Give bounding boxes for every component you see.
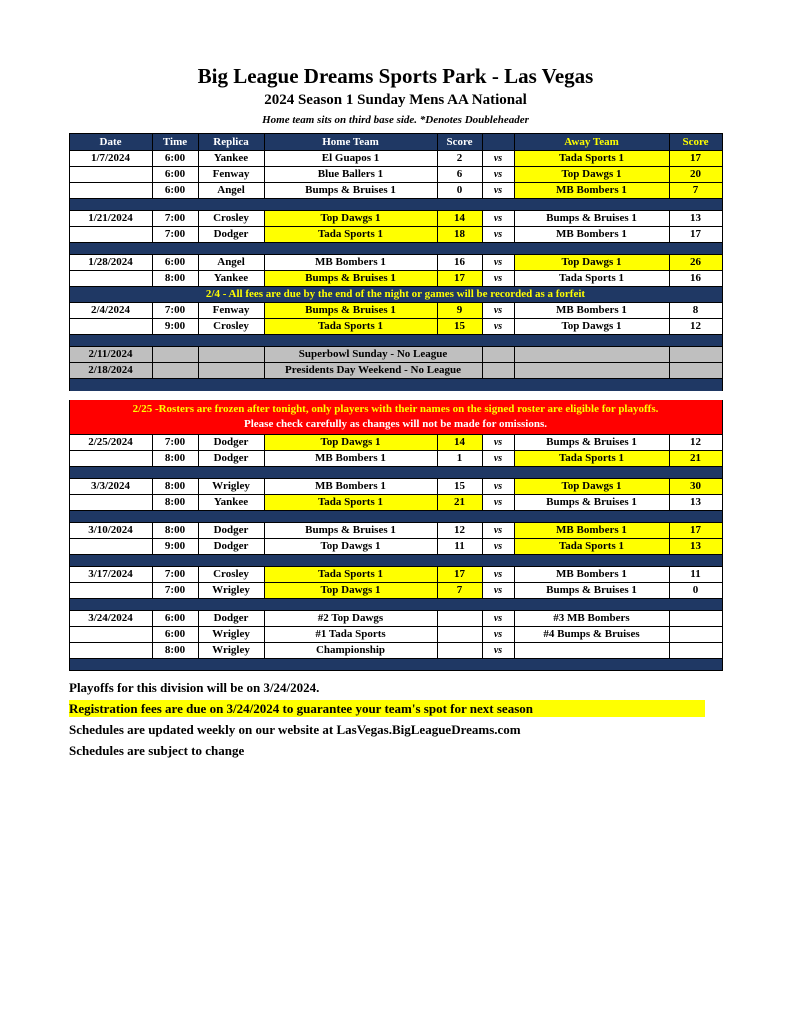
home-team-note: Home team sits on third base side. *Denotes Doubleheader — [262, 114, 529, 126]
replica-cell: Angel — [198, 183, 264, 199]
time-cell: 6:00 — [152, 626, 198, 642]
replica-cell: Crosley — [198, 566, 264, 582]
page-title: Big League Dreams Sports Park - Las Vegas — [197, 64, 594, 88]
separator-row — [69, 243, 722, 255]
time-cell: 6:00 — [152, 167, 198, 183]
replica-cell: Wrigley — [198, 642, 264, 658]
separator-row — [69, 510, 722, 522]
game-row — [69, 450, 722, 466]
time-cell: 7:00 — [152, 211, 198, 227]
separator-bar — [69, 658, 722, 670]
separator-bar — [69, 598, 722, 610]
game-row — [69, 151, 722, 167]
vs-cell: vs — [482, 522, 514, 538]
date-cell: 2/11/2024 — [69, 347, 152, 363]
vs-cell: vs — [482, 582, 514, 598]
away-score-cell: 17 — [669, 151, 722, 167]
date-cell — [69, 582, 152, 598]
away-team-cell: Tada Sports 1 — [514, 538, 669, 554]
time-cell: 8:00 — [152, 478, 198, 494]
home-team-cell: Top Dawgs 1 — [264, 434, 437, 450]
away-score-cell: 13 — [669, 211, 722, 227]
separator-row — [69, 554, 722, 566]
game-row — [69, 642, 722, 658]
column-header-score: Score — [437, 134, 482, 151]
away-score-cell: 7 — [669, 183, 722, 199]
date-cell: 2/18/2024 — [69, 363, 152, 379]
date-cell: 3/24/2024 — [69, 610, 152, 626]
home-team-cell: Top Dawgs 1 — [264, 538, 437, 554]
time-cell: 9:00 — [152, 319, 198, 335]
time-cell: 7:00 — [152, 582, 198, 598]
separator-row — [69, 379, 722, 391]
time-cell: 8:00 — [152, 522, 198, 538]
vs-cell: vs — [482, 450, 514, 466]
time-cell: 6:00 — [152, 610, 198, 626]
separator-bar — [69, 199, 722, 211]
away-team-cell: Top Dawgs 1 — [514, 478, 669, 494]
time-cell: 6:00 — [152, 255, 198, 271]
replica-cell: Dodger — [198, 450, 264, 466]
time-cell: 8:00 — [152, 450, 198, 466]
column-header-score: Score — [669, 134, 722, 151]
roster-freeze-alert-cell — [69, 400, 722, 435]
vs-cell: vs — [482, 610, 514, 626]
vs-cell: vs — [482, 211, 514, 227]
home-team-cell: Tada Sports 1 — [264, 566, 437, 582]
game-row — [69, 538, 722, 554]
home-score-cell: 15 — [437, 478, 482, 494]
away-score-cell: 13 — [669, 538, 722, 554]
home-team-cell: MB Bombers 1 — [264, 478, 437, 494]
home-team-cell: Top Dawgs 1 — [264, 582, 437, 598]
separator-row — [69, 658, 722, 670]
away-team-cell: #4 Bumps & Bruises — [514, 626, 669, 642]
game-row — [69, 227, 722, 243]
date-cell: 2/25/2024 — [69, 434, 152, 450]
game-row — [69, 566, 722, 582]
date-cell — [69, 538, 152, 554]
home-score-cell: 0 — [437, 183, 482, 199]
date-cell: 3/10/2024 — [69, 522, 152, 538]
date-cell: 1/7/2024 — [69, 151, 152, 167]
home-score-cell: 15 — [437, 319, 482, 335]
no-league-row — [69, 347, 722, 363]
replica-cell: Angel — [198, 255, 264, 271]
home-score-cell — [437, 626, 482, 642]
subject-to-change-note: Schedules are subject to change — [69, 742, 245, 758]
away-score-cell — [669, 610, 722, 626]
separator-row — [69, 199, 722, 211]
away-team-cell: Tada Sports 1 — [514, 271, 669, 287]
vs-cell: vs — [482, 271, 514, 287]
separator-bar — [69, 335, 722, 347]
away-score-cell: 17 — [669, 227, 722, 243]
time-cell: 7:00 — [152, 434, 198, 450]
away-team-cell — [514, 642, 669, 658]
time-cell: 7:00 — [152, 566, 198, 582]
separator-bar — [69, 554, 722, 566]
home-score-cell: 14 — [437, 211, 482, 227]
fees-notice-row — [69, 287, 722, 303]
alert-line: Please check carefully as changes will not be made for omissions. — [244, 417, 547, 430]
roster-freeze-alert-row — [69, 400, 722, 435]
game-row — [69, 626, 722, 642]
date-cell — [69, 271, 152, 287]
date-cell — [69, 642, 152, 658]
date-cell: 3/17/2024 — [69, 566, 152, 582]
schedule-table — [69, 133, 723, 671]
away-score-cell — [669, 363, 722, 379]
replica-cell: Wrigley — [198, 582, 264, 598]
home-score-cell: 17 — [437, 566, 482, 582]
away-team-cell: MB Bombers 1 — [514, 303, 669, 319]
away-team-cell — [514, 347, 669, 363]
time-cell — [152, 363, 198, 379]
vs-cell: vs — [482, 478, 514, 494]
game-row — [69, 582, 722, 598]
replica-cell: Dodger — [198, 522, 264, 538]
game-row — [69, 211, 722, 227]
vs-cell: vs — [482, 434, 514, 450]
home-score-cell: 18 — [437, 227, 482, 243]
date-cell: 1/28/2024 — [69, 255, 152, 271]
replica-cell — [198, 363, 264, 379]
home-score-cell: 2 — [437, 151, 482, 167]
home-score-cell: 6 — [437, 167, 482, 183]
home-score-cell: 1 — [437, 450, 482, 466]
column-header-date: Date — [69, 134, 152, 151]
no-league-text: Presidents Day Weekend - No League — [264, 363, 482, 379]
away-score-cell: 12 — [669, 319, 722, 335]
separator-bar — [69, 379, 722, 391]
away-team-cell: MB Bombers 1 — [514, 227, 669, 243]
vs-cell — [482, 363, 514, 379]
footer-notes — [69, 679, 722, 759]
time-cell: 7:00 — [152, 303, 198, 319]
away-score-cell: 26 — [669, 255, 722, 271]
away-score-cell: 16 — [669, 271, 722, 287]
home-team-cell: MB Bombers 1 — [264, 255, 437, 271]
column-header-replica: Replica — [198, 134, 264, 151]
away-score-cell: 0 — [669, 582, 722, 598]
vs-cell — [482, 347, 514, 363]
time-cell: 6:00 — [152, 151, 198, 167]
away-score-cell: 17 — [669, 522, 722, 538]
column-header-time: Time — [152, 134, 198, 151]
separator-bar — [69, 243, 722, 255]
game-row — [69, 319, 722, 335]
game-row — [69, 478, 722, 494]
date-cell — [69, 167, 152, 183]
home-score-cell: 21 — [437, 494, 482, 510]
column-header-vs — [482, 134, 514, 151]
vs-cell: vs — [482, 626, 514, 642]
date-cell: 1/21/2024 — [69, 211, 152, 227]
separator-row — [69, 466, 722, 478]
vs-cell: vs — [482, 494, 514, 510]
spacer-cell — [69, 391, 722, 400]
away-score-cell: 30 — [669, 478, 722, 494]
away-team-cell: MB Bombers 1 — [514, 183, 669, 199]
away-team-cell: MB Bombers 1 — [514, 566, 669, 582]
away-score-cell: 11 — [669, 566, 722, 582]
time-cell — [152, 347, 198, 363]
page-subtitle: 2024 Season 1 Sunday Mens AA National — [264, 92, 527, 108]
home-score-cell — [437, 610, 482, 626]
home-team-cell: Blue Ballers 1 — [264, 167, 437, 183]
home-team-cell: El Guapos 1 — [264, 151, 437, 167]
home-score-cell: 14 — [437, 434, 482, 450]
home-score-cell: 12 — [437, 522, 482, 538]
home-team-cell: Tada Sports 1 — [264, 227, 437, 243]
home-score-cell: 16 — [437, 255, 482, 271]
game-row — [69, 255, 722, 271]
away-team-cell: Bumps & Bruises 1 — [514, 582, 669, 598]
away-team-cell: #3 MB Bombers — [514, 610, 669, 626]
date-cell — [69, 183, 152, 199]
home-team-cell: Top Dawgs 1 — [264, 211, 437, 227]
fees-notice-text: 2/4 - All fees are due by the end of the night or games will be recorded as a forfeit — [69, 287, 722, 303]
away-team-cell: Tada Sports 1 — [514, 450, 669, 466]
away-team-cell: MB Bombers 1 — [514, 522, 669, 538]
date-cell — [69, 494, 152, 510]
replica-cell: Dodger — [198, 538, 264, 554]
away-score-cell: 12 — [669, 434, 722, 450]
away-score-cell: 20 — [669, 167, 722, 183]
separator-bar — [69, 510, 722, 522]
date-cell: 2/4/2024 — [69, 303, 152, 319]
vs-cell: vs — [482, 151, 514, 167]
time-cell: 8:00 — [152, 494, 198, 510]
replica-cell: Dodger — [198, 227, 264, 243]
vs-cell: vs — [482, 227, 514, 243]
column-header-away-team: Away Team — [514, 134, 669, 151]
registration-note: Registration fees are due on 3/24/2024 to guarantee your team's spot for next season — [69, 700, 705, 717]
no-league-text: Superbowl Sunday - No League — [264, 347, 482, 363]
away-score-cell — [669, 347, 722, 363]
header-row — [69, 134, 722, 151]
home-team-cell: Bumps & Bruises 1 — [264, 303, 437, 319]
time-cell: 7:00 — [152, 227, 198, 243]
vs-cell: vs — [482, 303, 514, 319]
replica-cell: Wrigley — [198, 626, 264, 642]
replica-cell: Yankee — [198, 494, 264, 510]
replica-cell: Fenway — [198, 303, 264, 319]
replica-cell: Dodger — [198, 610, 264, 626]
home-team-cell: Bumps & Bruises 1 — [264, 183, 437, 199]
vs-cell: vs — [482, 642, 514, 658]
vs-cell: vs — [482, 183, 514, 199]
time-cell: 8:00 — [152, 642, 198, 658]
replica-cell: Crosley — [198, 211, 264, 227]
separator-row — [69, 598, 722, 610]
time-cell: 9:00 — [152, 538, 198, 554]
away-team-cell: Bumps & Bruises 1 — [514, 494, 669, 510]
date-cell — [69, 319, 152, 335]
vs-cell: vs — [482, 538, 514, 554]
away-score-cell: 8 — [669, 303, 722, 319]
game-row — [69, 303, 722, 319]
vs-cell: vs — [482, 255, 514, 271]
replica-cell: Crosley — [198, 319, 264, 335]
vs-cell: vs — [482, 566, 514, 582]
game-row — [69, 494, 722, 510]
home-team-cell: Tada Sports 1 — [264, 319, 437, 335]
separator-bar — [69, 466, 722, 478]
vs-cell: vs — [482, 319, 514, 335]
away-score-cell: 21 — [669, 450, 722, 466]
column-header-home-team: Home Team — [264, 134, 437, 151]
time-cell: 6:00 — [152, 183, 198, 199]
replica-cell: Dodger — [198, 434, 264, 450]
home-score-cell: 7 — [437, 582, 482, 598]
home-team-cell: #1 Tada Sports — [264, 626, 437, 642]
date-cell — [69, 450, 152, 466]
away-team-cell: Top Dawgs 1 — [514, 167, 669, 183]
replica-cell — [198, 347, 264, 363]
game-row — [69, 522, 722, 538]
away-team-cell: Bumps & Bruises 1 — [514, 434, 669, 450]
home-score-cell: 9 — [437, 303, 482, 319]
home-team-cell: Bumps & Bruises 1 — [264, 271, 437, 287]
date-cell — [69, 626, 152, 642]
game-row — [69, 434, 722, 450]
date-cell — [69, 227, 152, 243]
home-team-cell: #2 Top Dawgs — [264, 610, 437, 626]
home-score-cell: 11 — [437, 538, 482, 554]
website-note: Schedules are updated weekly on our website at LasVegas.BigLeagueDreams.com — [69, 721, 521, 737]
game-row — [69, 167, 722, 183]
alert-line: 2/25 -Rosters are frozen after tonight, only players with their names on the signed roster are eligible for playoffs. — [132, 402, 659, 415]
away-team-cell: Bumps & Bruises 1 — [514, 211, 669, 227]
vs-cell: vs — [482, 167, 514, 183]
away-team-cell — [514, 363, 669, 379]
replica-cell: Fenway — [198, 167, 264, 183]
away-team-cell: Tada Sports 1 — [514, 151, 669, 167]
spacer-row — [69, 391, 722, 400]
date-cell: 3/3/2024 — [69, 478, 152, 494]
playoffs-note: Playoffs for this division will be on 3/24/2024. — [69, 679, 320, 695]
no-league-row — [69, 363, 722, 379]
game-row — [69, 183, 722, 199]
replica-cell: Yankee — [198, 271, 264, 287]
away-score-cell: 13 — [669, 494, 722, 510]
home-team-cell: Championship — [264, 642, 437, 658]
home-team-cell: Bumps & Bruises 1 — [264, 522, 437, 538]
home-team-cell: Tada Sports 1 — [264, 494, 437, 510]
home-score-cell: 17 — [437, 271, 482, 287]
away-score-cell — [669, 642, 722, 658]
time-cell: 8:00 — [152, 271, 198, 287]
away-team-cell: Top Dawgs 1 — [514, 319, 669, 335]
replica-cell: Wrigley — [198, 478, 264, 494]
game-row — [69, 610, 722, 626]
away-score-cell — [669, 626, 722, 642]
home-score-cell — [437, 642, 482, 658]
game-row — [69, 271, 722, 287]
home-team-cell: MB Bombers 1 — [264, 450, 437, 466]
replica-cell: Yankee — [198, 151, 264, 167]
away-team-cell: Top Dawgs 1 — [514, 255, 669, 271]
separator-row — [69, 335, 722, 347]
